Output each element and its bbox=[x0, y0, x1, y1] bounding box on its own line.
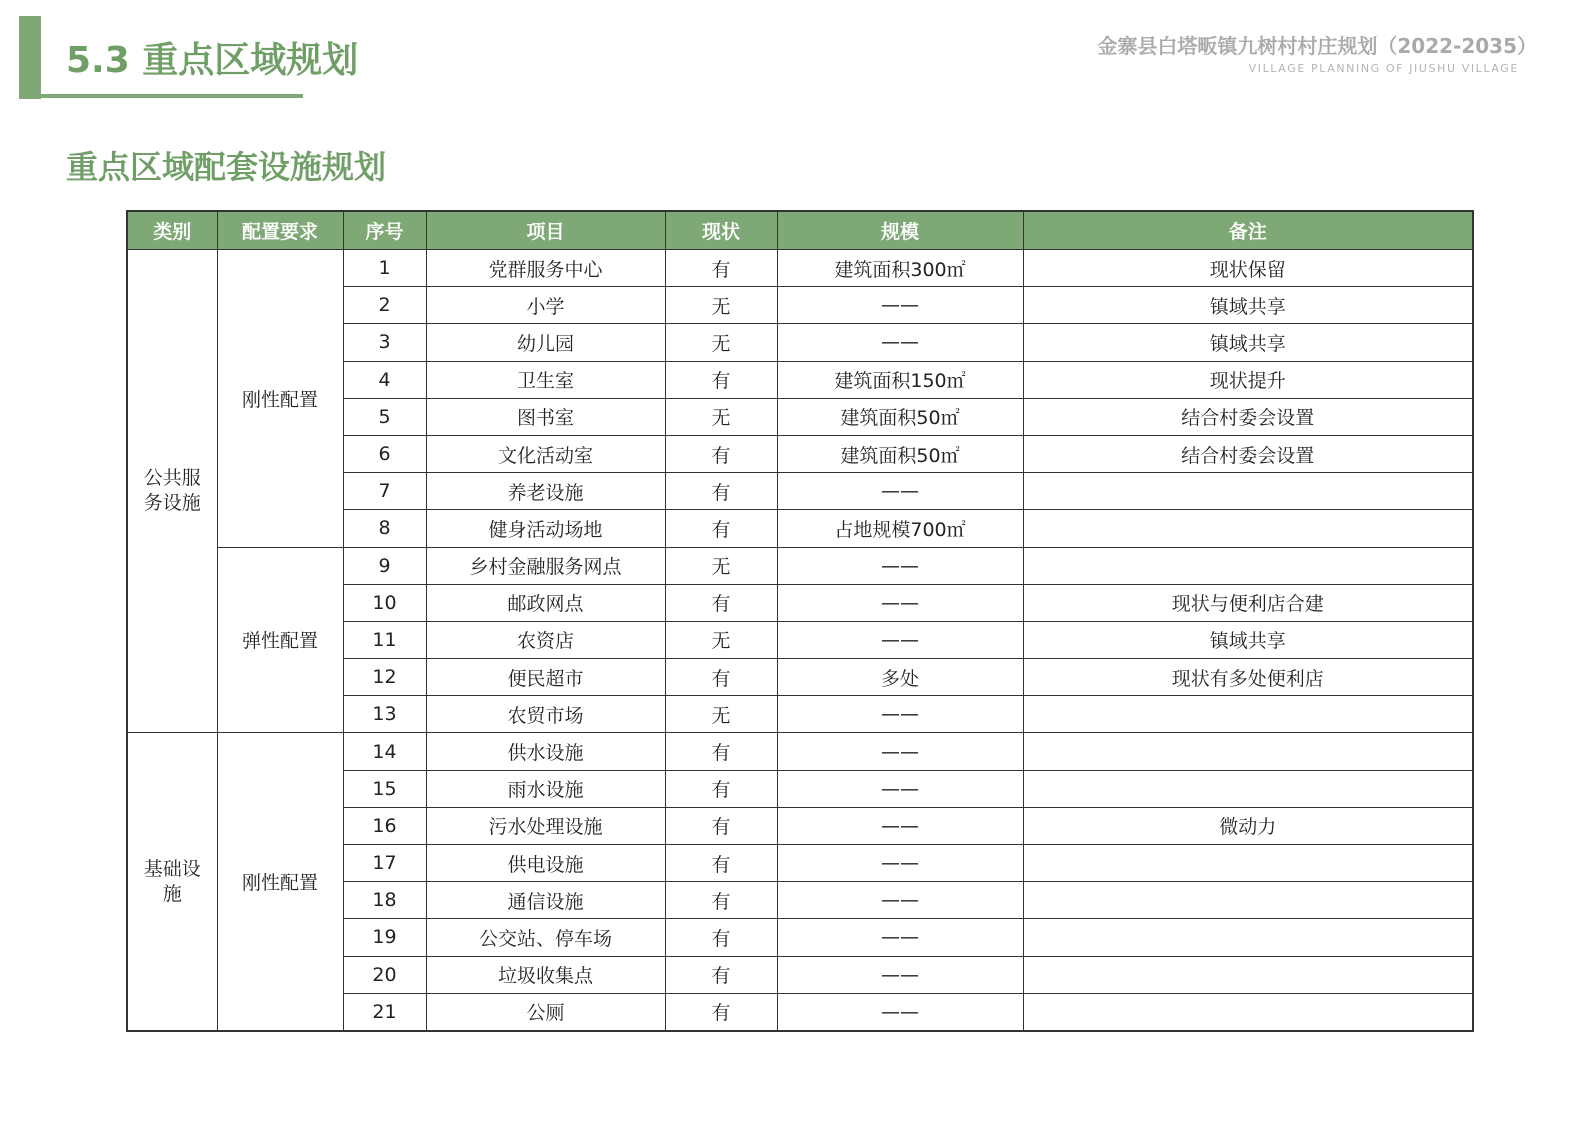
number-cell: 21 bbox=[343, 993, 426, 1031]
requirement-cell: 弹性配置 bbox=[217, 547, 343, 733]
note-cell: 镇域共享 bbox=[1023, 621, 1473, 658]
item-cell: 健身活动场地 bbox=[426, 510, 665, 547]
scale-cell: —— bbox=[777, 621, 1023, 658]
number-cell: 3 bbox=[343, 324, 426, 361]
table-row bbox=[127, 733, 1473, 770]
status-cell: 有 bbox=[665, 510, 777, 547]
note-cell bbox=[1023, 473, 1473, 510]
scale-cell: —— bbox=[777, 919, 1023, 956]
header-note: 备注 bbox=[1023, 211, 1473, 250]
number-cell: 9 bbox=[343, 547, 426, 584]
note-cell bbox=[1023, 845, 1473, 882]
item-cell: 垃圾收集点 bbox=[426, 956, 665, 993]
category-cell: 基础设施 bbox=[127, 733, 217, 1031]
item-cell: 邮政网点 bbox=[426, 584, 665, 621]
item-cell: 乡村金融服务网点 bbox=[426, 547, 665, 584]
number-cell: 2 bbox=[343, 287, 426, 324]
status-cell: 有 bbox=[665, 361, 777, 398]
number-cell: 20 bbox=[343, 956, 426, 993]
facilities-table bbox=[126, 210, 1474, 1032]
scale-cell: 占地规模700㎡ bbox=[777, 510, 1023, 547]
header-number: 序号 bbox=[343, 211, 426, 250]
header-requirement: 配置要求 bbox=[217, 211, 343, 250]
header-item: 项目 bbox=[426, 211, 665, 250]
item-cell: 幼儿园 bbox=[426, 324, 665, 361]
scale-cell: 建筑面积50㎡ bbox=[777, 435, 1023, 472]
scale-cell: —— bbox=[777, 770, 1023, 807]
note-cell bbox=[1023, 993, 1473, 1031]
page-subtitle: 重点区域配套设施规划 bbox=[66, 148, 387, 186]
number-cell: 16 bbox=[343, 807, 426, 844]
section-title: 5.3 重点区域规划 bbox=[66, 40, 359, 81]
scale-cell: —— bbox=[777, 956, 1023, 993]
header-category: 类别 bbox=[127, 211, 217, 250]
header-scale: 规模 bbox=[777, 211, 1023, 250]
item-cell: 养老设施 bbox=[426, 473, 665, 510]
status-cell: 有 bbox=[665, 845, 777, 882]
note-cell: 现状保留 bbox=[1023, 250, 1473, 287]
note-cell: 微动力 bbox=[1023, 807, 1473, 844]
note-cell: 结合村委会设置 bbox=[1023, 398, 1473, 435]
number-cell: 14 bbox=[343, 733, 426, 770]
note-cell bbox=[1023, 956, 1473, 993]
number-cell: 8 bbox=[343, 510, 426, 547]
item-cell: 文化活动室 bbox=[426, 435, 665, 472]
number-cell: 1 bbox=[343, 250, 426, 287]
item-cell: 雨水设施 bbox=[426, 770, 665, 807]
note-cell bbox=[1023, 919, 1473, 956]
status-cell: 无 bbox=[665, 547, 777, 584]
status-cell: 有 bbox=[665, 473, 777, 510]
item-cell: 小学 bbox=[426, 287, 665, 324]
status-cell: 有 bbox=[665, 733, 777, 770]
table-header-row bbox=[127, 211, 1473, 250]
scale-cell: —— bbox=[777, 287, 1023, 324]
item-cell: 污水处理设施 bbox=[426, 807, 665, 844]
number-cell: 13 bbox=[343, 696, 426, 733]
status-cell: 有 bbox=[665, 659, 777, 696]
section-accent-bar bbox=[19, 16, 41, 99]
scale-cell: 多处 bbox=[777, 659, 1023, 696]
requirement-cell: 刚性配置 bbox=[217, 250, 343, 548]
scale-cell: 建筑面积300㎡ bbox=[777, 250, 1023, 287]
note-cell bbox=[1023, 882, 1473, 919]
scale-cell: —— bbox=[777, 882, 1023, 919]
number-cell: 10 bbox=[343, 584, 426, 621]
status-cell: 有 bbox=[665, 435, 777, 472]
item-cell: 公交站、停车场 bbox=[426, 919, 665, 956]
scale-cell: —— bbox=[777, 696, 1023, 733]
number-cell: 18 bbox=[343, 882, 426, 919]
scale-cell: —— bbox=[777, 733, 1023, 770]
scale-cell: —— bbox=[777, 845, 1023, 882]
note-cell bbox=[1023, 547, 1473, 584]
number-cell: 12 bbox=[343, 659, 426, 696]
category-cell: 公共服务设施 bbox=[127, 250, 217, 733]
status-cell: 无 bbox=[665, 287, 777, 324]
section-underline bbox=[41, 94, 303, 98]
item-cell: 供电设施 bbox=[426, 845, 665, 882]
status-cell: 无 bbox=[665, 621, 777, 658]
note-cell bbox=[1023, 733, 1473, 770]
scale-cell: —— bbox=[777, 807, 1023, 844]
status-cell: 无 bbox=[665, 324, 777, 361]
number-cell: 4 bbox=[343, 361, 426, 398]
item-cell: 公厕 bbox=[426, 993, 665, 1031]
note-cell bbox=[1023, 696, 1473, 733]
number-cell: 5 bbox=[343, 398, 426, 435]
header-status: 现状 bbox=[665, 211, 777, 250]
note-cell: 现状提升 bbox=[1023, 361, 1473, 398]
item-cell: 便民超市 bbox=[426, 659, 665, 696]
scale-cell: —— bbox=[777, 584, 1023, 621]
item-cell: 农贸市场 bbox=[426, 696, 665, 733]
note-cell: 现状与便利店合建 bbox=[1023, 584, 1473, 621]
item-cell: 党群服务中心 bbox=[426, 250, 665, 287]
status-cell: 有 bbox=[665, 993, 777, 1031]
status-cell: 有 bbox=[665, 770, 777, 807]
scale-cell: —— bbox=[777, 993, 1023, 1031]
item-cell: 农资店 bbox=[426, 621, 665, 658]
item-cell: 卫生室 bbox=[426, 361, 665, 398]
table-body bbox=[127, 250, 1473, 1031]
table-row bbox=[127, 547, 1473, 584]
note-cell: 镇域共享 bbox=[1023, 324, 1473, 361]
scale-cell: 建筑面积150㎡ bbox=[777, 361, 1023, 398]
note-cell bbox=[1023, 510, 1473, 547]
status-cell: 无 bbox=[665, 398, 777, 435]
project-title: 金寨县白塔畈镇九树村村庄规划（2022-2035） bbox=[1097, 34, 1537, 58]
table-row bbox=[127, 250, 1473, 287]
number-cell: 6 bbox=[343, 435, 426, 472]
requirement-cell: 刚性配置 bbox=[217, 733, 343, 1031]
status-cell: 有 bbox=[665, 807, 777, 844]
scale-cell: —— bbox=[777, 324, 1023, 361]
status-cell: 有 bbox=[665, 919, 777, 956]
scale-cell: —— bbox=[777, 547, 1023, 584]
item-cell: 图书室 bbox=[426, 398, 665, 435]
number-cell: 7 bbox=[343, 473, 426, 510]
scale-cell: 建筑面积50㎡ bbox=[777, 398, 1023, 435]
status-cell: 无 bbox=[665, 696, 777, 733]
status-cell: 有 bbox=[665, 250, 777, 287]
number-cell: 19 bbox=[343, 919, 426, 956]
number-cell: 11 bbox=[343, 621, 426, 658]
project-subtitle: VILLAGE PLANNING OF JIUSHU VILLAGE bbox=[1248, 62, 1519, 75]
note-cell bbox=[1023, 770, 1473, 807]
number-cell: 17 bbox=[343, 845, 426, 882]
scale-cell: —— bbox=[777, 473, 1023, 510]
number-cell: 15 bbox=[343, 770, 426, 807]
note-cell: 镇域共享 bbox=[1023, 287, 1473, 324]
status-cell: 有 bbox=[665, 882, 777, 919]
item-cell: 供水设施 bbox=[426, 733, 665, 770]
status-cell: 有 bbox=[665, 956, 777, 993]
note-cell: 结合村委会设置 bbox=[1023, 435, 1473, 472]
status-cell: 有 bbox=[665, 584, 777, 621]
note-cell: 现状有多处便利店 bbox=[1023, 659, 1473, 696]
item-cell: 通信设施 bbox=[426, 882, 665, 919]
